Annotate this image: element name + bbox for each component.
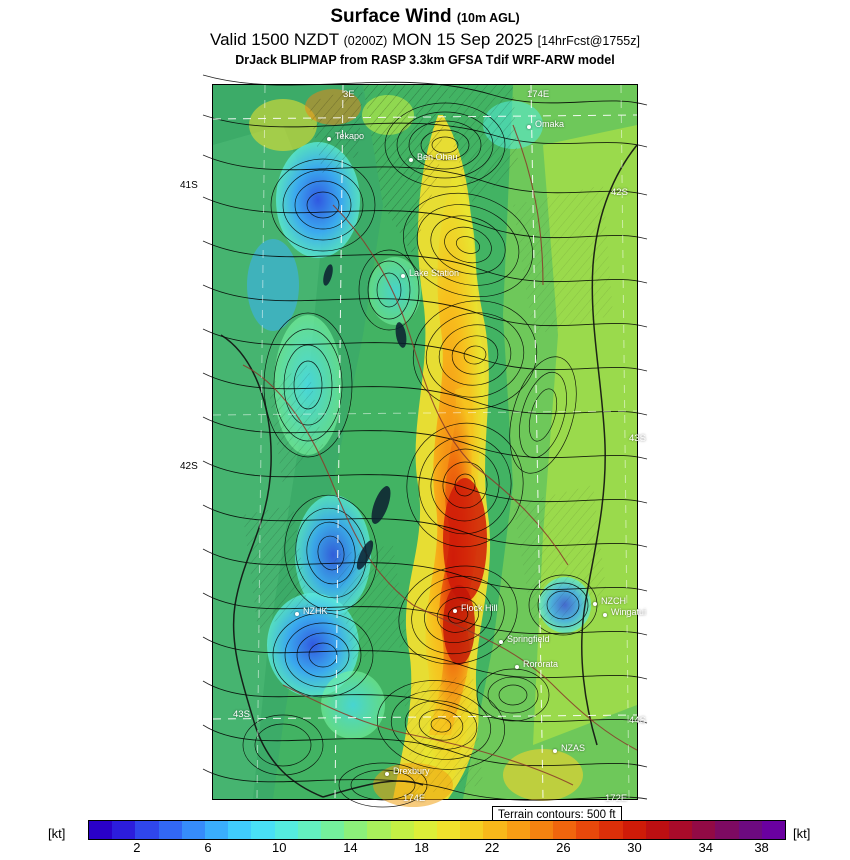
title-subtext: (10m AGL) [456, 11, 520, 25]
grid-label-42s-right: 42S [611, 187, 628, 198]
city-dot-flock-hill [453, 609, 457, 613]
legend-swatch [89, 821, 112, 839]
grid-label-174e-top: 174E [527, 89, 550, 100]
forecast-note: [14hrFcst@1755z] [537, 34, 640, 48]
chart-header [0, 0, 850, 69]
legend-tick-label: 18 [414, 840, 429, 855]
grid-label-43s-left: 43S [233, 709, 250, 720]
city-dot-ben-ohau [409, 158, 413, 162]
legend-swatch [553, 821, 576, 839]
legend-swatch [344, 821, 367, 839]
wind-speed-legend [0, 818, 850, 860]
legend-swatch [623, 821, 646, 839]
legend-ticks [88, 840, 786, 858]
legend-tick-label: 34 [698, 840, 713, 855]
legend-swatch [530, 821, 553, 839]
city-label-nzas: NZAS [561, 743, 586, 753]
legend-swatch [460, 821, 483, 839]
city-label-wingatui: Wingatui [611, 607, 647, 617]
legend-swatch [391, 821, 414, 839]
legend-swatch [182, 821, 205, 839]
city-label-flock-hill: Flock Hill [461, 603, 498, 613]
legend-gradient [88, 820, 786, 840]
city-dot-rororata [515, 665, 519, 669]
legend-swatch [739, 821, 762, 839]
valid-date: MON 15 Sep 2025 [392, 30, 533, 49]
legend-tick-label: 10 [272, 840, 287, 855]
model-line: DrJack BLIPMAP from RASP 3.3km GFSA Tdif WRF-ARW model [235, 53, 615, 67]
legend-swatch [599, 821, 622, 839]
title-text: Surface Wind [330, 6, 452, 27]
grid-label-41s: 41S [180, 180, 198, 191]
city-label-nzhk: NZHK [303, 606, 328, 616]
city-label-drexbury: Drexbury [393, 766, 430, 776]
legend-swatch [669, 821, 692, 839]
page-title [0, 6, 850, 29]
legend-swatch [646, 821, 669, 839]
legend-unit-right: [kt] [793, 826, 811, 841]
city-label-springfield: Springfield [507, 634, 550, 644]
legend-swatch [251, 821, 274, 839]
valid-utc-time: (0200Z) [343, 34, 388, 48]
city-label-lake-station: Lake Station [409, 268, 460, 278]
legend-swatch [275, 821, 298, 839]
city-dot-omaka [527, 125, 531, 129]
legend-swatch [483, 821, 506, 839]
city-dot-wingatui [603, 613, 607, 617]
city-label-nzch: NZCH [601, 596, 626, 606]
city-dot-tekapo [327, 137, 331, 141]
grid-label-43s-right: 43S [629, 433, 646, 444]
grid-label-44s-right: 44S [629, 715, 646, 726]
legend-swatch [762, 821, 785, 839]
city-label-ben-ohau: Ben Ohau [417, 152, 458, 162]
valid-time-line [0, 29, 850, 52]
legend-tick-label: 2 [133, 840, 141, 855]
wind-map[interactable] [212, 84, 647, 804]
city-label-tekapo: Tekapo [335, 131, 365, 141]
legend-tick-label: 6 [204, 840, 212, 855]
valid-local-time: Valid 1500 NZDT [210, 30, 339, 49]
legend-swatch [437, 821, 460, 839]
map-graphics [213, 85, 637, 799]
legend-unit-left: [kt] [48, 826, 66, 841]
legend-swatch [576, 821, 599, 839]
legend-swatch [298, 821, 321, 839]
legend-tick-label: 30 [627, 840, 642, 855]
legend-swatch [692, 821, 715, 839]
grid-label-174e-bottom: 174E [403, 793, 426, 804]
legend-tick-label: 14 [343, 840, 358, 855]
grid-label-173e-top: 3E [343, 89, 355, 100]
legend-swatch [321, 821, 344, 839]
city-label-rororata: Rororata [523, 659, 559, 669]
city-dot-nzhk [295, 612, 299, 616]
legend-tick-label: 38 [754, 840, 769, 855]
terrain-contour-note: Terrain contours: 500 ft [492, 806, 622, 824]
map-raster [213, 85, 637, 799]
legend-swatch [112, 821, 135, 839]
city-dot-nzas [553, 749, 557, 753]
legend-swatch [135, 821, 158, 839]
legend-swatch [414, 821, 437, 839]
city-dot-lake-station [401, 274, 405, 278]
legend-tick-label: 22 [484, 840, 500, 855]
city-dot-nzch [593, 602, 597, 606]
legend-swatch [715, 821, 738, 839]
legend-swatch [228, 821, 251, 839]
legend-tick-label: 26 [556, 840, 571, 855]
grid-label-172e-bottom: 172E [605, 793, 628, 804]
legend-swatch [367, 821, 390, 839]
legend-swatch [507, 821, 530, 839]
city-label-omaka: Omaka [535, 119, 565, 129]
legend-swatch [205, 821, 228, 839]
city-dot-drexbury [385, 772, 389, 776]
city-dot-springfield [499, 640, 503, 644]
grid-label-42s: 42S [180, 461, 198, 472]
legend-swatch [159, 821, 182, 839]
